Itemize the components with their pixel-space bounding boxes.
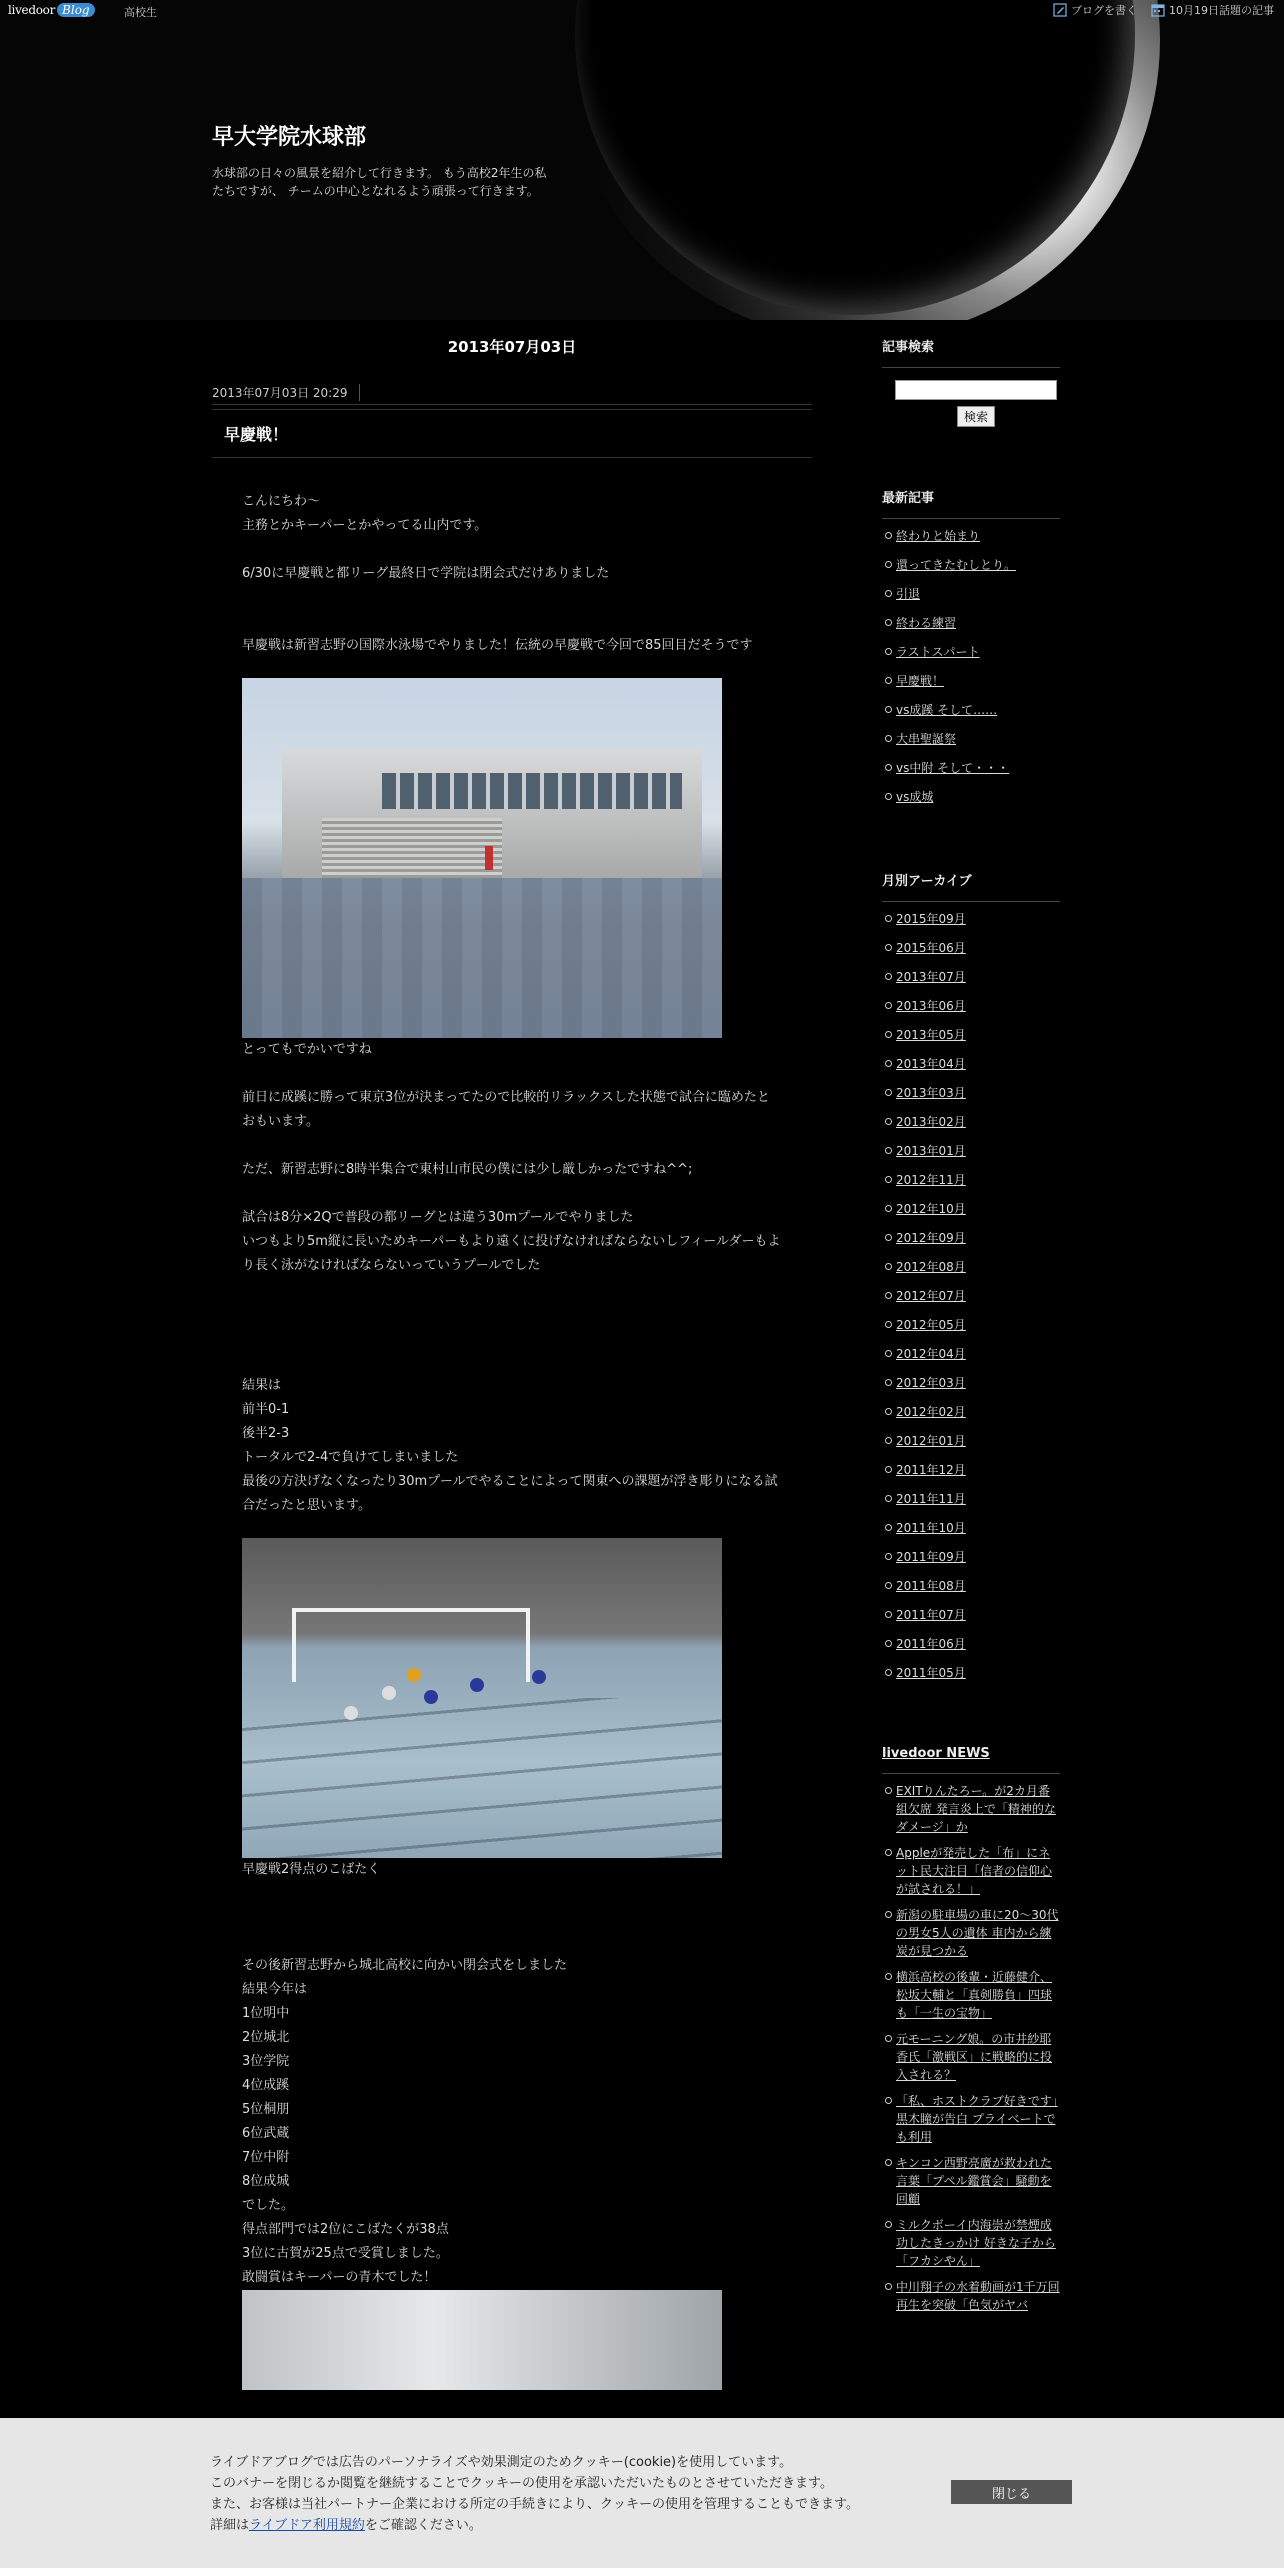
- recent-posts-list: [882, 519, 1060, 806]
- post-body: [212, 458, 812, 2390]
- archive-item: [882, 1461, 1060, 1479]
- livedoor-blog-logo[interactable]: [8, 2, 95, 18]
- post-text: 試合は8分×2Qで普段の都リーグとは違う30mプールでやりました: [242, 1210, 634, 1225]
- archive-item-link[interactable]: 2012年07月: [896, 1289, 966, 1303]
- logo-badge: Blog: [57, 3, 95, 17]
- post-text: 早慶戦は新習志野の国際水泳場でやりました！伝統の早慶戦で今回で85回目だそうです: [242, 638, 753, 653]
- news-item: [882, 2216, 1060, 2270]
- result-text: 前半0-1: [242, 1402, 290, 1417]
- archive-item: [882, 1200, 1060, 1218]
- ranking-item: 2位城北: [242, 2030, 290, 2045]
- archive-item: [882, 910, 1060, 928]
- cookie-line: [210, 2515, 910, 2536]
- news-item: [882, 1968, 1060, 2022]
- news-item-link[interactable]: ミルクボーイ内海崇が禁煙成功したきっかけ 好きな子から「フカシやん」: [896, 2218, 1056, 2268]
- news-item-link[interactable]: キンコン西野亮廣が救われた言葉「プペル鑑賞会」騒動を回顧: [896, 2156, 1052, 2206]
- recent-post-item-link[interactable]: ラストスパート: [896, 645, 980, 659]
- cookie-text: [210, 2452, 910, 2536]
- ranking-item: 8位成城: [242, 2174, 290, 2189]
- archive-item: [882, 1084, 1060, 1102]
- archive-item-link[interactable]: 2012年01月: [896, 1434, 966, 1448]
- archive-item: [882, 1432, 1060, 1450]
- archive-item: [882, 1635, 1060, 1653]
- search-input[interactable]: [895, 380, 1057, 400]
- archive-item-link[interactable]: 2012年11月: [896, 1173, 966, 1187]
- cookie-line: このバナーを閉じるか閲覧を継続することでクッキーの使用を承認いただいたものとさせていただきます。: [210, 2476, 833, 2491]
- result-text: 後半2-3: [242, 1426, 290, 1441]
- calendar-icon: [1151, 3, 1165, 17]
- post-text: いつもより5m縦に長いためキーパーもより遠くに投げなければならないしフィールダーもより長く泳がなければならないっていうプールでした: [242, 1234, 781, 1273]
- ranking-item: 4位成蹊: [242, 2078, 290, 2093]
- recent-post-item: [882, 643, 1060, 661]
- recent-posts-section: [882, 471, 1060, 806]
- archive-item: [882, 1258, 1060, 1276]
- photo-aquatic-center[interactable]: [242, 678, 722, 1038]
- result-text: 結果は: [242, 1378, 282, 1393]
- top-links: [1053, 2, 1274, 18]
- archive-item-link[interactable]: 2011年11月: [896, 1492, 966, 1506]
- post-title[interactable]: 早慶戦！: [212, 409, 812, 458]
- post-text: こんにちわ～: [242, 494, 321, 509]
- news-title: [882, 1730, 1060, 1774]
- news-item: [882, 2030, 1060, 2084]
- recent-post-item: [882, 672, 1060, 690]
- archive-item-link[interactable]: 2011年10月: [896, 1521, 966, 1535]
- archive-item-link[interactable]: 2012年05月: [896, 1318, 966, 1332]
- post-meta: [212, 384, 812, 405]
- result-text: 最後の方決げなくなったり30mプールでやることによって関東への課題が浮き彫りになる試合だったと思います。: [242, 1474, 778, 1513]
- header-banner: [0, 0, 1284, 320]
- post-text: 6/30に早慶戦と都リーグ最終日で学院は閉会式だけありました: [242, 566, 610, 581]
- news-item-link[interactable]: 「私、ホストクラブ好きです」黒木瞳が告白 プライベートでも利用: [896, 2094, 1058, 2144]
- archive-item-link[interactable]: 2011年05月: [896, 1666, 966, 1680]
- archive-item: [882, 1606, 1060, 1624]
- archive-item: [882, 1490, 1060, 1508]
- post-text: ただ、新習志野に8時半集合で東村山市民の僕には少し厳しかったですね^^;: [242, 1162, 693, 1177]
- post-text: その後新習志野から城北高校に向かい閉会式をしました: [242, 1958, 568, 1973]
- cookie-line-prefix: 詳細は: [210, 2518, 250, 2533]
- archive-item: [882, 968, 1060, 986]
- archive-list: [882, 902, 1060, 1682]
- blog-title[interactable]: 早大学院水球部: [212, 125, 367, 150]
- news-item-link[interactable]: 中川翔子の水着動画が1千万回再生を突破「色気がヤバ: [896, 2280, 1060, 2312]
- archive-item: [882, 1374, 1060, 1392]
- archive-item-link[interactable]: 2012年03月: [896, 1376, 966, 1390]
- post-text: 敢闘賞はキーパーの青木でした！: [242, 2270, 437, 2285]
- post-text: 結果今年は: [242, 1982, 308, 1997]
- archive-item: [882, 997, 1060, 1015]
- cookie-line: また、お客様は当社パートナー企業における所定の手続きにより、クッキーの使用を管理することもできます。: [210, 2497, 859, 2512]
- archive-item: [882, 1664, 1060, 1682]
- recent-post-item-link[interactable]: vs成城: [896, 790, 934, 804]
- news-item-link[interactable]: Appleが発売した「布」にネット民大注目「信者の信仰心が試される！」: [896, 1846, 1053, 1896]
- recent-post-item: [882, 614, 1060, 632]
- recent-posts-title: 最新記事: [882, 471, 1060, 519]
- archive-item-link[interactable]: 2011年12月: [896, 1463, 966, 1477]
- archive-item: [882, 1229, 1060, 1247]
- pencil-icon: [1053, 3, 1067, 17]
- blog-description: 水球部の日々の風景を紹介して行きます。 もう高校2年生の私たちですが、 チームの中心となれるよう頑張って行きます。: [212, 166, 547, 198]
- news-item: [882, 1906, 1060, 1960]
- news-item-link[interactable]: EXITりんたろー。が2カ月番組欠席 発言炎上で「精神的なダメージ」か: [896, 1784, 1056, 1834]
- archive-item: [882, 1171, 1060, 1189]
- archive-title: 月別アーカイブ: [882, 854, 1060, 902]
- news-item: [882, 2092, 1060, 2146]
- post-text: 得点部門では2位にこばたくが38点: [242, 2222, 449, 2237]
- archive-item: [882, 1403, 1060, 1421]
- recent-post-item: [882, 585, 1060, 603]
- archive-item-link[interactable]: 2011年06月: [896, 1637, 966, 1651]
- sidebar: [882, 320, 1060, 2322]
- category-link[interactable]: 高校生: [124, 6, 157, 19]
- recent-post-item-link[interactable]: vs中附 そして・・・: [896, 761, 1010, 775]
- main-content: [212, 320, 812, 2390]
- topics-label: 10月19日話題の記事: [1169, 4, 1274, 17]
- recent-post-item-link[interactable]: vs成蹊 そして……: [896, 703, 998, 717]
- recent-post-item: [882, 527, 1060, 545]
- recent-post-item-link[interactable]: 早慶戦！: [896, 674, 945, 688]
- recent-post-item: [882, 556, 1060, 574]
- news-section: [882, 1730, 1060, 2314]
- archive-item: [882, 1287, 1060, 1305]
- search-title: 記事検索: [882, 320, 1060, 368]
- news-item-link[interactable]: 横浜高校の後輩・近藤健介、松坂大輔と「真剣勝負」四球も「一生の宝物」: [896, 1970, 1053, 2020]
- archive-item-link[interactable]: 2012年04月: [896, 1347, 966, 1361]
- write-blog-label: ブログを書く: [1071, 4, 1137, 17]
- recent-post-item-link[interactable]: 終わる練習: [896, 616, 957, 630]
- date-heading: 2013年07月03日: [447, 338, 577, 356]
- terms-link[interactable]: ライブドア利用規約: [249, 2518, 365, 2533]
- archive-section: [882, 854, 1060, 1682]
- post-text: 主務とかキーパーとかやってる山内です。: [242, 518, 488, 533]
- ranking-item: 1位明中: [242, 2006, 290, 2021]
- archive-item-link[interactable]: 2013年04月: [896, 1057, 966, 1071]
- archive-item: [882, 1316, 1060, 1334]
- archive-item-link[interactable]: 2013年03月: [896, 1086, 966, 1100]
- archive-item: [882, 1142, 1060, 1160]
- close-button[interactable]: 閉じる: [951, 2480, 1072, 2504]
- photo-water-polo-match[interactable]: [242, 1538, 722, 1858]
- archive-item-link[interactable]: 2012年10月: [896, 1202, 966, 1216]
- cookie-banner: [0, 2418, 1284, 2568]
- ranking-item: 3位学院: [242, 2054, 290, 2069]
- archive-item: [882, 1345, 1060, 1363]
- news-item: [882, 1782, 1060, 1836]
- photo-caption: とってもでかいですね: [242, 1042, 372, 1057]
- archive-item-link[interactable]: 2011年09月: [896, 1550, 966, 1564]
- recent-post-item-link[interactable]: 終わりと始まり: [896, 529, 981, 543]
- news-item: [882, 1844, 1060, 1898]
- post-timestamp[interactable]: 2013年07月03日 20:29: [212, 384, 360, 401]
- news-item: [882, 2154, 1060, 2208]
- recent-post-item-link[interactable]: 大串聖誕祭: [896, 732, 957, 746]
- archive-item-link[interactable]: 2015年09月: [896, 912, 966, 926]
- archive-item-link[interactable]: 2011年07月: [896, 1608, 966, 1622]
- cookie-line-suffix: をご確認ください。: [364, 2518, 482, 2533]
- search-button[interactable]: 検索: [957, 406, 995, 427]
- news-item-link[interactable]: 元モーニング娘。の市井紗耶香氏「激戦区」に戦略的に投入される？: [896, 2032, 1053, 2082]
- write-blog-link[interactable]: [1053, 2, 1137, 18]
- recent-post-item: [882, 701, 1060, 719]
- ranking-item: 5位桐朋: [242, 2102, 290, 2117]
- news-list: [882, 1774, 1060, 2314]
- recent-post-item-link[interactable]: 引退: [896, 587, 921, 601]
- photo-ceremony[interactable]: [242, 2290, 722, 2390]
- archive-item-link[interactable]: 2011年08月: [896, 1579, 966, 1593]
- archive-item-link[interactable]: 2012年09月: [896, 1231, 966, 1245]
- post-text: 前日に成蹊に勝って東京3位が決まってたので比較的リラックスした状態で試合に臨めたとおもいます。: [242, 1090, 770, 1129]
- archive-item-link[interactable]: 2012年02月: [896, 1405, 966, 1419]
- livedoor-topbar: [0, 0, 1284, 20]
- result-text: トータルで2-4で負けてしまいました: [242, 1450, 459, 1465]
- recent-post-item-link[interactable]: 還ってきたむしとり。: [896, 558, 1017, 572]
- archive-item-link[interactable]: 2013年06月: [896, 999, 966, 1013]
- archive-item: [882, 939, 1060, 957]
- cookie-line: ライブドアブログでは広告のパーソナライズや効果測定のためクッキー(cookie)を使用しています。: [210, 2455, 793, 2470]
- recent-post-item: [882, 759, 1060, 777]
- archive-item-link[interactable]: 2012年08月: [896, 1260, 966, 1274]
- search-section: [882, 320, 1060, 427]
- archive-item-link[interactable]: 2013年02月: [896, 1115, 966, 1129]
- archive-item-link[interactable]: 2013年07月: [896, 970, 966, 984]
- post-text: 3位に古賀が25点で受賞しました。: [242, 2246, 449, 2261]
- news-title-link[interactable]: livedoor NEWS: [882, 1746, 990, 1761]
- news-item: [882, 2278, 1060, 2314]
- archive-item: [882, 1577, 1060, 1595]
- logo-text: livedoor: [8, 3, 56, 17]
- post-text: でした。: [242, 2198, 295, 2213]
- recent-post-item: [882, 788, 1060, 806]
- archive-item-link[interactable]: 2013年01月: [896, 1144, 966, 1158]
- archive-item: [882, 1113, 1060, 1131]
- archive-item-link[interactable]: 2013年05月: [896, 1028, 966, 1042]
- archive-item: [882, 1026, 1060, 1044]
- ranking-item: 6位武蔵: [242, 2126, 290, 2141]
- archive-item-link[interactable]: 2015年06月: [896, 941, 966, 955]
- topics-link[interactable]: [1151, 2, 1274, 18]
- archive-item: [882, 1055, 1060, 1073]
- photo-caption: 早慶戦2得点のこばたく: [242, 1862, 381, 1877]
- news-item-link[interactable]: 新潟の駐車場の車に20〜30代の男女5人の遺体 車内から練炭が見つかる: [896, 1908, 1059, 1958]
- ranking-item: 7位中附: [242, 2150, 290, 2165]
- recent-post-item: [882, 730, 1060, 748]
- archive-item: [882, 1548, 1060, 1566]
- archive-item: [882, 1519, 1060, 1537]
